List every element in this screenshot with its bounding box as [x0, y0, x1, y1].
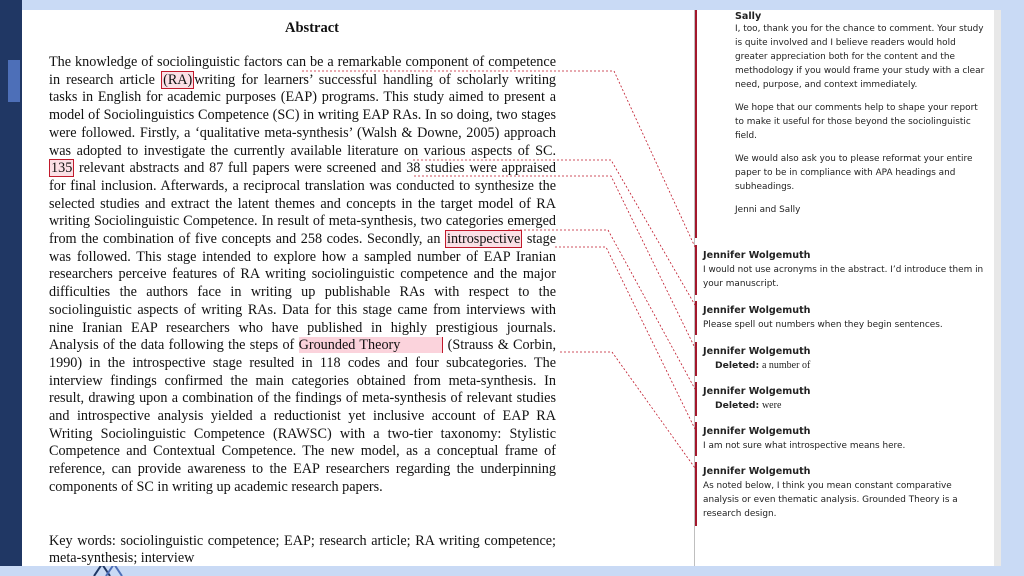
- abstract-text-part: relevant abstracts and 87 full papers were screened and 38 studies were appraised for final inclusion. Afterwards, a reciprocal translation was conducted to synthesize the selected studies and extract the latent themes and concepts in the target model of RA writing Sociolinguistic Competence. In result of meta-synthesis, two categories emerged from the combination of five concepts and 258 codes. Secondly, an: [49, 160, 556, 248]
- comment-anchor-135[interactable]: 135: [51, 160, 73, 177]
- comment-text: I would not use acronyms in the abstract. I’d introduce them in your manuscript.: [703, 265, 984, 289]
- comment-author: Jennifer Wolgemuth: [703, 305, 811, 316]
- slide-frame-top: [0, 0, 1024, 10]
- comment-author: Jennifer Wolgemuth: [703, 250, 811, 261]
- comment-anchor-grounded-theory[interactable]: Grounded Theory: [299, 337, 444, 353]
- markup-pane: [695, 10, 995, 566]
- deleted-text: were: [761, 400, 782, 411]
- comment-text: We would also ask you to please reformat your entire paper to be in compliance with APA headings and subheadings.: [735, 154, 973, 192]
- comment-numbers[interactable]: [703, 304, 989, 332]
- comment-bar: [695, 382, 697, 416]
- document-page: [22, 10, 694, 566]
- comment-signoff: Jenni and Sally: [735, 205, 801, 215]
- comment-bar: [695, 462, 697, 526]
- slide-frame-right: [1001, 0, 1024, 576]
- comment-sally[interactable]: [735, 11, 985, 226]
- deletion-a-number-of[interactable]: [703, 345, 989, 373]
- keywords-line: Key words: sociolinguistic competence; EAP; research article; RA writing competence; meta-synthesis; interview: [49, 533, 556, 567]
- abstract-text-part: writing for learners’ successful handling of scholarly writing tasks in English for academic purposes (EAP) programs. This study aimed to present a model of Sociolinguistics Competence (SC) in writing EAP RAs. In so doing, two stages were followed. Firstly, a ‘qualitative meta-synthesis’ (Walsh & Downe, 2005) approach was adopted to investigate the currently available literature on various aspects of SC.: [49, 71, 557, 159]
- comment-bar: [695, 10, 697, 238]
- comment-anchor-ra[interactable]: (RA): [163, 71, 193, 88]
- deleted-label: Deleted:: [715, 400, 760, 411]
- comment-anchor-introspective[interactable]: introspective: [447, 231, 521, 248]
- deletion-were[interactable]: [703, 385, 989, 413]
- comment-author: Sally: [735, 11, 762, 22]
- deleted-text: a number of: [761, 360, 811, 371]
- abstract-heading: Abstract: [285, 20, 339, 36]
- comment-author: Jennifer Wolgemuth: [703, 466, 811, 477]
- abstract-paragraph[interactable]: [49, 54, 556, 497]
- abstract-text-part: The knowledge of sociolinguistic factors can be a remarkable component of competence in research article: [49, 54, 556, 88]
- comment-grounded-theory[interactable]: [703, 465, 989, 521]
- deleted-label: Deleted:: [715, 360, 760, 371]
- comment-text: As noted below, I think you mean constant comparative analysis or even thematic analysis. Grounded Theory is a research design.: [703, 481, 958, 519]
- comment-acronyms[interactable]: [703, 249, 989, 291]
- slide-frame-accent: [8, 60, 20, 102]
- pane-scroll-edge: [994, 10, 1001, 566]
- comment-text: I am not sure what introspective means here.: [703, 441, 906, 451]
- comment-author: Jennifer Wolgemuth: [703, 386, 811, 397]
- comment-bar: [695, 342, 697, 376]
- comment-text: Please spell out numbers when they begin sentences.: [703, 320, 943, 330]
- comment-introspective[interactable]: [703, 425, 989, 453]
- slide-frame-bottom: [0, 566, 1024, 576]
- comment-author: Jennifer Wolgemuth: [703, 346, 811, 357]
- comment-bar: [695, 422, 697, 456]
- abstract-text-part: (Strauss & Corbin, 1990) in the introspective stage resulted in 118 codes and four subcategories. The interview findings confirmed the main categories obtained from meta-synthesis. In result, drawing upon a combination of the findings of meta-synthesis of relevant studies and introspective analysis yielded a reductionist yet inclusive account of EAP RA Writing Sociolinguistic Competence (RAWSC) with a two-tier taxonomy: Stylistic Competence and Contextual Competence. The new model, as a conceptual frame of reference, can provide awareness to the EAP researchers regarding the underpinning components of SC in writing up academic research papers.: [49, 337, 556, 495]
- abstract-text-part: stage was followed. This stage intended to explore how a sampled number of EAP Iranian researchers perceive features of RA writing sociolinguistic competence and the major difficulties the authors face in writing up publishable RAs with respect to the sociolinguistic aspects of writing RAs. Data for this stage came from interviews with nine Iranian EAP researchers who have published in highly prestigious journals. Analysis of the data following the steps of: [49, 231, 556, 354]
- comment-bar: [695, 301, 697, 335]
- comment-text: I, too, thank you for the chance to comment. Your study is quite involved and I believe readers would hold greater appreciation both for the content and the methodology if you would frame your study with a clear need, purpose, and context immediately.: [735, 24, 985, 90]
- comment-text: We hope that our comments help to shape your report to make it useful for those beyond the sociolinguistic field.: [735, 103, 978, 141]
- comment-author: Jennifer Wolgemuth: [703, 426, 811, 437]
- comment-bar: [695, 245, 697, 295]
